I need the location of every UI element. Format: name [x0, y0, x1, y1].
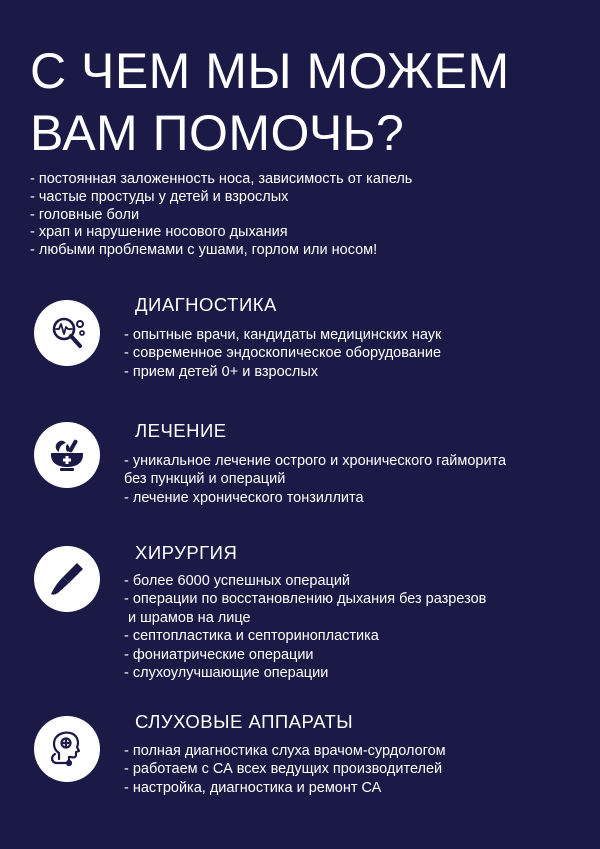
head-stethoscope-icon	[34, 716, 100, 782]
list-item: - работаем с СА всех ведущих производителей	[124, 761, 443, 778]
list-item: и шрамов на лице	[124, 609, 251, 626]
title-line-2: ВАМ ПОМОЧЬ?	[30, 105, 405, 161]
section-title: ХИРУРГИЯ	[135, 542, 238, 563]
section-title: ДИАГНОСТИКА	[135, 294, 277, 315]
section-items	[124, 326, 584, 381]
list-item: - фониатрические операции	[124, 646, 314, 663]
list-item: - уникальное лечение острого и хронического гайморита	[124, 453, 507, 469]
section-items	[124, 742, 584, 797]
section-title: СЛУХОВЫЕ АППАРАТЫ	[135, 711, 354, 732]
title-line-1: С ЧЕМ МЫ МОЖЕМ	[30, 43, 510, 99]
section-items	[124, 452, 584, 507]
list-item: - современное эндоскопическое оборудование	[124, 345, 442, 362]
mortar-pestle-icon	[34, 422, 100, 488]
list-item: - полная диагностика слуха врачом-сурдологом	[124, 743, 446, 759]
list-item: - лечение хронического тонзиллита	[124, 489, 364, 506]
symptom-item: - постоянная заложенность носа, зависимость от капель	[30, 171, 413, 187]
list-item: - септопластика и септоринопластика	[124, 628, 379, 645]
symptom-item: - храп и нарушение носового дыхания	[30, 224, 288, 241]
list-item: - прием детей 0+ и взрослых	[124, 363, 319, 380]
symptoms-list	[30, 171, 590, 260]
list-item: - операции по восстановлению дыхания без разрезов	[124, 591, 487, 608]
section-title: ЛЕЧЕНИЕ	[135, 420, 227, 441]
list-item: - слухоулучшающие операции	[124, 665, 329, 682]
list-item: - настройка, диагностика и ремонт СА	[124, 779, 382, 796]
symptom-item: - любыми проблемами с ушами, горлом или носом!	[30, 242, 378, 259]
diagnostics-magnifier-icon	[34, 300, 100, 366]
symptom-item: - головные боли	[30, 206, 140, 223]
page-title	[30, 40, 590, 164]
list-item: - более 6000 успешных операций	[124, 573, 351, 589]
scalpel-icon	[34, 546, 100, 612]
symptom-item: - частые простуды у детей и взрослых	[30, 188, 289, 205]
list-item: без пункций и операций	[124, 471, 286, 488]
list-item: - опытные врачи, кандидаты медицинских наук	[124, 327, 442, 343]
section-items	[124, 572, 584, 682]
